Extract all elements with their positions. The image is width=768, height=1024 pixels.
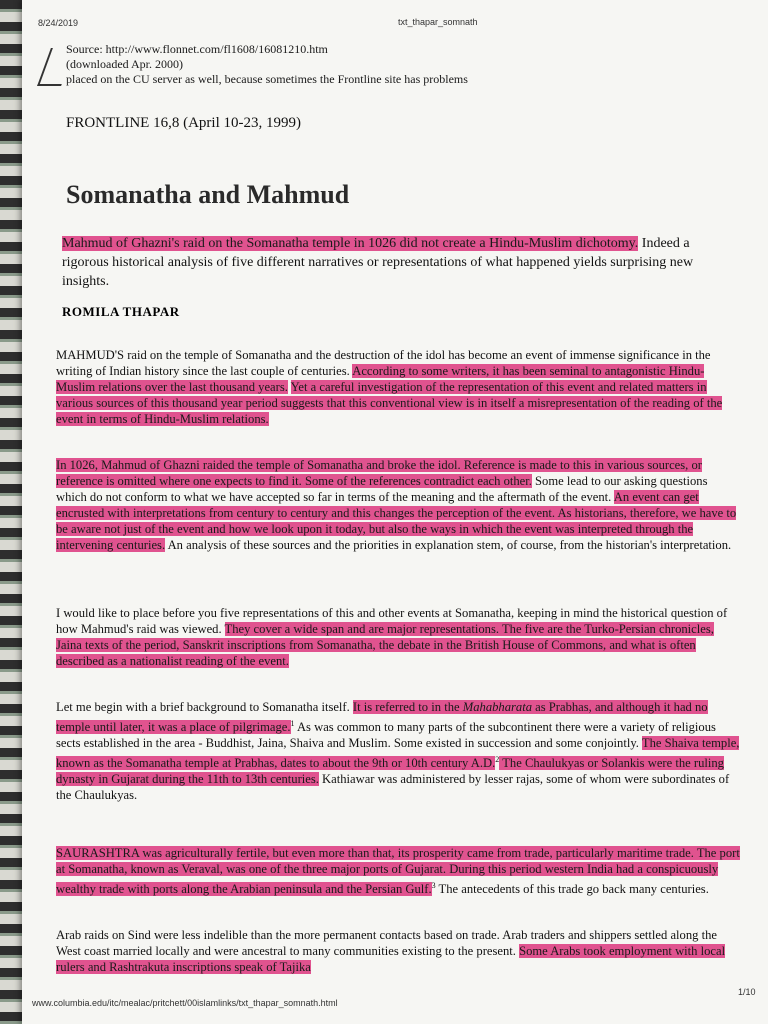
text: As was common to many parts of the subcontinent there were a variety of religious sects established in the area - Buddhist, Jaina, Shaiva and Muslim. Some existed in succession and some conjointly.: [56, 720, 716, 750]
text: as Prabhas, and although it had no temple until later, it was a place of pilgrimage.: [56, 700, 708, 735]
download-date-line: (downloaded Apr. 2000): [66, 57, 183, 71]
highlight: Mahmud of Ghazni's raid on the Somanatha temple in 1026 did not create a Hindu-Muslim dichotomy.: [62, 236, 639, 251]
text: MAHMUD'S raid on the temple of Somanatha and the destruction of the idol has become an event of immense significance in the writing of Indian history since the last couple of centuries.: [56, 348, 711, 378]
footnote-ref-1[interactable]: 1: [290, 718, 295, 728]
highlight: The Shaiva temple, known as the Somanatha temple at Prabhas, dates to about the 9th or 10th century A.D.: [56, 736, 740, 771]
highlight: In 1026, Mahmud of Ghazni raided the temple of Somanatha and broke the idol. Reference is made to this in various sources, or reference is omitted where one expects to find it. Some of the references contradict each other.: [56, 458, 702, 488]
print-filename: txt_thapar_somnath: [398, 17, 478, 27]
text: I would like to place before you five representations of this and other events at Somanatha, keeping in mind the historical question of how Mahmud's raid was viewed.: [56, 606, 728, 636]
footnote-ref-3[interactable]: 3: [431, 880, 436, 890]
paragraph-2: [56, 458, 740, 553]
highlight: They cover a wide span and are major representations. The five are the Turko-Persian chronicles, Jaina texts of the period, Sanskrit inscriptions from Somanatha, the debate in the British House of Commons, and what is often described as a nationalist reading of the event.: [56, 621, 714, 668]
author-byline: ROMILA THAPAR: [62, 304, 180, 319]
text-italic: Mahabharata: [462, 700, 532, 714]
article-title: Somanatha and Mahmud: [66, 180, 350, 209]
text: Some lead to our asking questions which do not conform to what we have accepted so far in terms of the meaning and the aftermath of the event.: [56, 473, 708, 504]
source-block: [66, 42, 468, 87]
footer-url: www.columbia.edu/itc/mealac/pritchett/00islamlinks/txt_thapar_somnath.html: [32, 998, 338, 1008]
paragraph-6: [56, 928, 740, 976]
paragraph-4: [56, 700, 740, 804]
highlight: An event can get encrusted with interpretations from century to century and this changes the perception of the event. As historians, therefore, we have to be aware not just of the event and how we look upon it today, but also the ways in which the event was interpreted through the intervening centuries.: [56, 489, 737, 552]
text: Kathiawar was administered by lesser rajas, some of whom were subordinates of the Chaulukyas.: [56, 772, 730, 802]
highlight: Some Arabs took employment with local rulers and Rashtrakuta inscriptions speak of Tajika: [56, 943, 726, 974]
text: It is referred to in the: [352, 700, 463, 714]
paragraph-1: [56, 348, 740, 428]
highlight: The Chaulukyas or Solankis were the ruling dynasty in Gujarat during the 11th to 13th centuries.: [56, 756, 724, 786]
spiral-binding: [0, 0, 24, 1024]
print-date: 8/24/2019: [38, 18, 79, 28]
text: Let me begin with a brief background to Somanatha itself.: [56, 700, 353, 714]
paragraph-5: [56, 846, 740, 898]
article-lead: [62, 234, 732, 291]
highlight: According to some writers, it has been seminal to antagonistic Hindu-Muslim relations over the last thousand years.: [56, 363, 705, 394]
footnote-ref-2[interactable]: 2: [495, 754, 500, 764]
text: An analysis of these sources and the priorities in explanation stem, of course, from the historian's interpretation.: [165, 537, 732, 552]
text: The antecedents of this trade go back many centuries.: [435, 882, 709, 896]
source-url-line: Source: http://www.flonnet.com/fl1608/16081210.htm: [66, 42, 328, 56]
highlight: Yet a careful investigation of the representation of this event and related matters in various sources of this thousand year period suggests that this conventional view is in itself a misrepresentation of the reading of the event in terms of Hindu-Muslim relations.: [56, 379, 723, 426]
lead-text: Indeed a rigorous historical analysis of five different narratives or representations of what happened yields surprising new insights.: [62, 236, 694, 289]
server-note-line: placed on the CU server as well, because sometimes the Frontline site has problems: [66, 72, 468, 86]
text: Arab raids on Sind were less indelible than the more permanent contacts based on trade. Arab traders and shippers settled along the West coast married locally and were ancestral to many communities existing to the present.: [56, 928, 717, 958]
highlight: SAURASHTRA was agriculturally fertile, but even more than that, its prosperity came from trade, particularly maritime trade. The port at Somanatha, known as Veraval, was one of the three major ports of Gujarat. During this period western India had a conspicuously wealthy trade with ports along the Arabian peninsula and the Persian Gulf.: [56, 846, 740, 896]
publication-citation: FRONTLINE 16,8 (April 10-23, 1999): [66, 115, 301, 131]
paragraph-3: [56, 606, 740, 670]
page-number: 1/10: [738, 987, 756, 997]
